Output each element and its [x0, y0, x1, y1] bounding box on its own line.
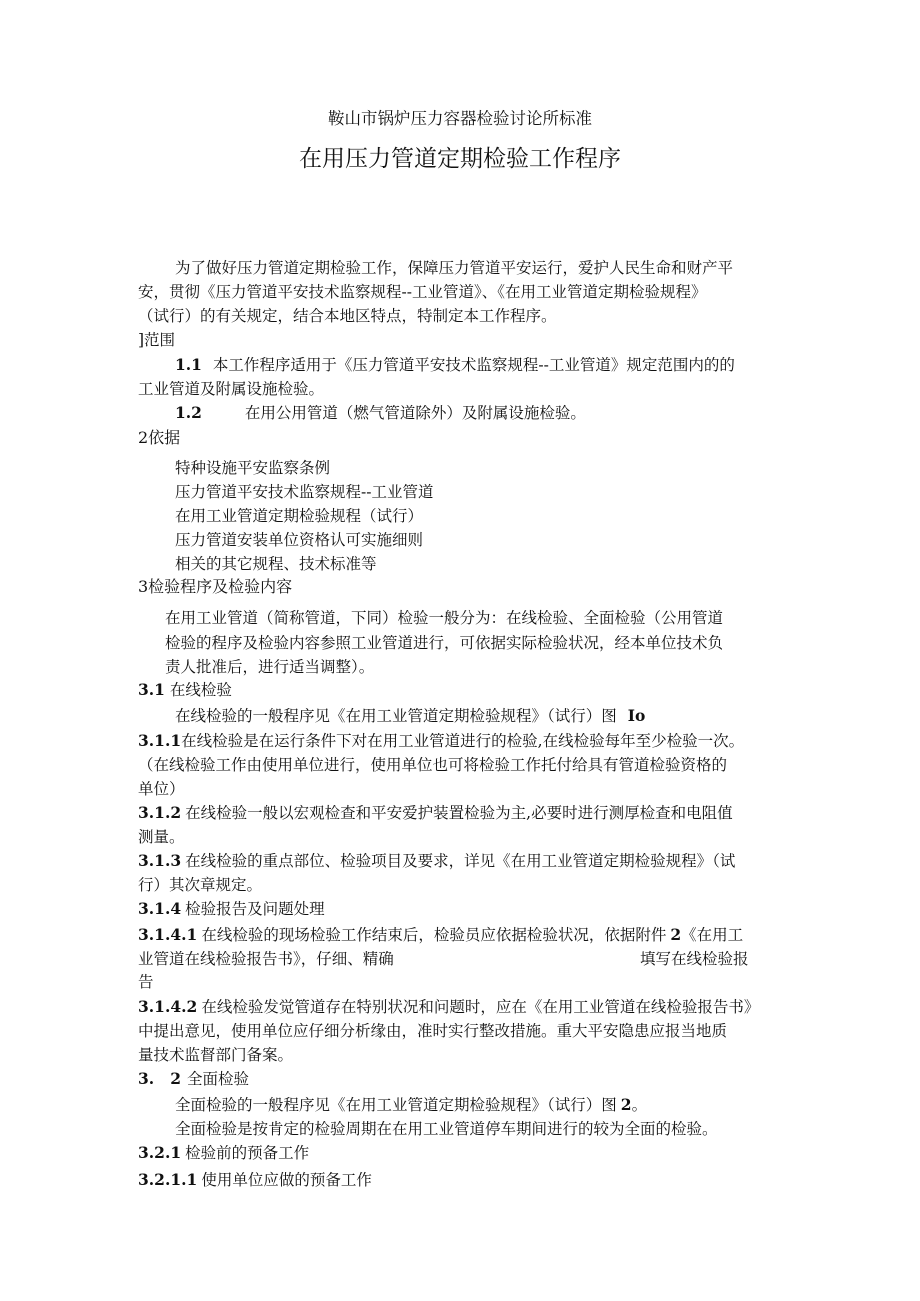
item-text: 在线检验是在运行条件下对在用工业管道进行的检验,在线检验每年至少检验一次。 — [181, 732, 745, 750]
attachment-ref: 2 — [670, 925, 682, 944]
section-2-heading: 2依据 — [138, 428, 181, 447]
subsection-3-1-heading — [138, 680, 232, 700]
item-3-1-1-line-3: 单位） — [138, 780, 185, 798]
item-3-1-4-1-line-2a: 业管道在线检验报告书》，仔细、精确 — [138, 950, 394, 968]
item-3-1-3 — [138, 851, 735, 871]
item-3-1-4-1-line-3: 告 — [138, 973, 154, 991]
intro-line-2: 安，贯彻《压力管道平安技术监察规程--工业管道》、《在用工业管道定期检验规程》 — [138, 283, 707, 301]
item-3-1-4-2-line-3: 量技术监督部门备案。 — [138, 1046, 294, 1064]
text-segment: 全面检验的一般程序见《在用工业管道定期检验规程》（试行）图 — [175, 1096, 617, 1114]
document-title: 在用压力管道定期检验工作程序 — [299, 146, 621, 172]
item-number: 3.1.2 — [138, 803, 182, 822]
item-3-1-1-line-2: （在线检验工作由使用单位进行，使用单位也可将检验工作托付给具有管道检验资格的 — [138, 756, 728, 774]
subsection-3-2-text-1 — [175, 1095, 647, 1115]
figure-ref: Io — [627, 706, 646, 725]
text-segment: 在线检验的一般程序见《在用工业管道定期检验规程》（试行）图 — [175, 707, 617, 725]
item-text: 在线检验一般以宏观检查和平安爱护装置检验为主,必要时进行测厚检查和电阻值 — [185, 804, 733, 822]
item-number: 1.1 — [175, 355, 202, 374]
item-3-2-1-1 — [138, 1170, 372, 1190]
reference-item: 在用工业管道定期检验规程（试行） — [175, 507, 424, 525]
item-3-1-1 — [138, 731, 744, 751]
subsection-number: 3. — [138, 1069, 155, 1088]
item-number: 3.1.4 — [138, 899, 182, 918]
item-3-1-4-1-line-2b: 填写在线检验报 — [640, 950, 749, 968]
reference-item: 压力管道安装单位资格认可实施细则 — [175, 531, 424, 549]
item-number: 3.1.3 — [138, 851, 182, 870]
item-3-1-2-line-2: 测量。 — [138, 828, 185, 846]
subsection-title: 在线检验 — [169, 681, 232, 699]
item-3-1-3-line-2: 行）其次章规定。 — [138, 876, 263, 894]
item-3-2-1 — [138, 1143, 309, 1163]
intro-line-3: （试行）的有关规定，结合本地区特点，特制定本工作程序。 — [138, 307, 557, 325]
item-title: 使用单位应做的预备工作 — [201, 1171, 372, 1189]
reference-item: 相关的其它规程、技术标准等 — [175, 555, 377, 573]
section-3-para-line-3: 责人批准后，进行适当调整）。 — [165, 658, 375, 676]
section-1-heading: ]范围 — [138, 331, 176, 349]
item-number: 3.1.1 — [138, 731, 182, 750]
section-3-heading: 3检验程序及检验内容 — [138, 577, 293, 596]
item-text: 在线检验的重点部位、检验项目及要求，详见《在用工业管道定期检验规程》（试 — [185, 852, 736, 870]
subsection-3-2-text-2: 全面检验是按肯定的检验周期在在用工业管道停车期间进行的较为全面的检验。 — [175, 1120, 718, 1138]
item-1-1-continued: 工业管道及附属设施检验。 — [138, 380, 325, 398]
subsection-title: 全面检验 — [186, 1070, 249, 1088]
item-1-1 — [175, 355, 735, 375]
section-3-para-line-2: 检验的程序及检验内容参照工业管道进行，可依据实际检验状况，经本单位技术负 — [165, 634, 724, 652]
subsection-3-1-text — [175, 706, 645, 726]
section-3-para-line-1: 在用工业管道（简称管道，下同）检验一般分为：在线检验、全面检验（公用管道 — [165, 609, 724, 627]
reference-item: 压力管道平安技术监察规程--工业管道 — [175, 483, 434, 501]
item-3-1-4-1 — [138, 925, 743, 945]
item-3-1-2 — [138, 803, 733, 823]
item-number: 3.2.1.1 — [138, 1170, 198, 1189]
item-number: 3.2.1 — [138, 1143, 182, 1162]
text-segment: 《在用工 — [681, 926, 744, 944]
text-segment: 。 — [631, 1096, 648, 1114]
subsection-number-part: 2 — [170, 1069, 181, 1088]
figure-ref: 2 — [620, 1095, 632, 1114]
subsection-3-2-heading — [138, 1069, 249, 1089]
item-text: 在线检验发觉管道存在特别状况和问题时，应在《在用工业管道在线检验报告书》 — [201, 998, 760, 1016]
subsection-number: 3.1 — [138, 680, 165, 699]
item-text: 在用公用管道（燃气管道除外）及附属设施检验。 — [244, 404, 586, 422]
item-title: 检验前的预备工作 — [185, 1144, 310, 1162]
item-text: 本工作程序适用于《压力管道平安技术监察规程--工业管道》规定范围内的的 — [212, 356, 735, 374]
item-number: 3.1.4.2 — [138, 997, 198, 1016]
reference-item: 特种设施平安监察条例 — [175, 459, 331, 477]
item-title: 检验报告及问题处理 — [185, 900, 325, 918]
org-standard-title: 鞍山市锅炉压力容器检验讨论所标准 — [328, 109, 592, 128]
item-3-1-4-2 — [138, 997, 759, 1017]
text-segment: 在线检验的现场检验工作结束后，检验员应依据检验状况，依据附件 — [201, 926, 667, 944]
item-number: 3.1.4.1 — [138, 925, 198, 944]
item-3-1-4-2-line-2: 中提出意见，使用单位应仔细分析缘由，准时实行整改措施。重大平安隐患应报当地质 — [138, 1022, 728, 1040]
item-3-1-4 — [138, 899, 325, 919]
item-number: 1.2 — [175, 403, 202, 422]
item-1-2 — [175, 403, 586, 423]
intro-line-1: 为了做好压力管道定期检验工作，保障压力管道平安运行，爱护人民生命和财产平 — [175, 259, 734, 277]
